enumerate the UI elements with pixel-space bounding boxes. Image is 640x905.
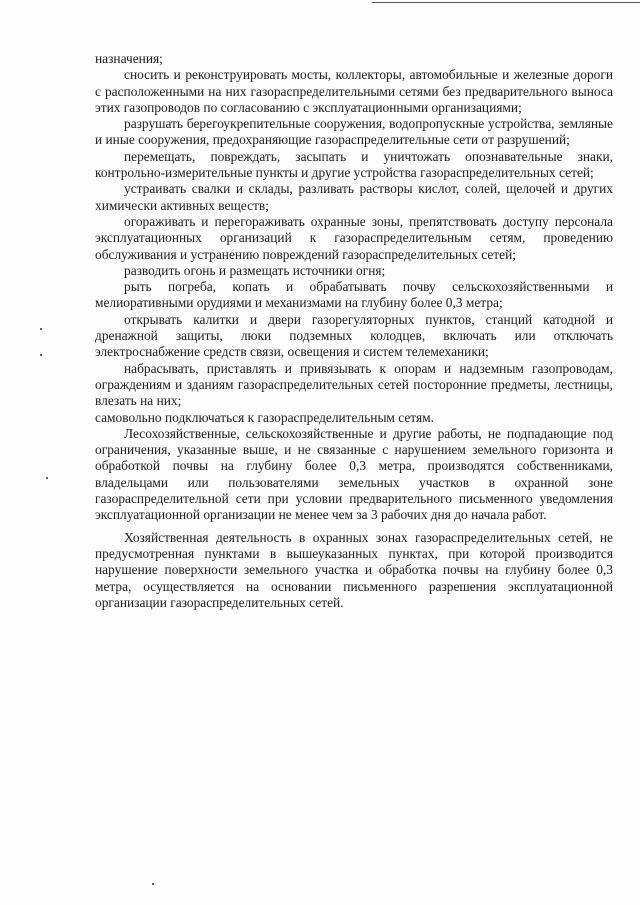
document-body [95, 51, 613, 611]
paragraph-digging: рыть погреба, копать и обрабатывать почву сельскохозяйственными и мелиоративными орудиями и механизмами на глубину более 0,3 метра; [95, 279, 613, 311]
paragraph-attaching-objects: набрасывать, приставлять и привязывать к опорам и надземным газопроводам, ограждениям и зданиям газораспределительных сетей посторонние предметы, лестницы, влезать на них; [95, 360, 613, 409]
scan-top-edge-line [372, 2, 640, 3]
paragraph-unauthorized-connection: самовольно подключаться к газораспределительным сетям. [95, 409, 434, 425]
paragraph-bridges-roads: сносить и реконструировать мосты, коллекторы, автомобильные и железные дороги с расположенными на них газораспределительными сетями без предварительного выноса этих газопроводов по согласованию с эксплуатационными организациями; [95, 67, 613, 115]
paragraph-fencing-zones: огораживать и перегораживать охранные зоны, препятствовать доступу персонала эксплуатационных организаций к газораспределительным сетям, проведению обслуживания и устранению повреждений газораспределительных сетей; [95, 213, 613, 262]
paragraph-continuation: назначения; [95, 51, 163, 66]
paragraph-forestry-works: Лесохозяйственные, сельскохозяйственные и другие работы, не подпадающие под ограничения, указанные выше, и не связанные с нарушением земельного горизонта и обработкой почвы на глубину более 0,3 метра, производятся собственниками, владельцами или пользователями земельных участков в охранной зоне газораспределительной сети при условии предварительного письменного уведомления эксплуатационной организации не менее чем за 3 рабочих дня до начала работ. [95, 425, 613, 523]
scan-speck [40, 328, 42, 330]
paragraph-economic-activity: Хозяйственная деятельность в охранных зонах газораспределительных сетей, не предусмотренная пунктами в вышеуказанных пунктах, при которой производится нарушение поверхности земельного участка и обработка почвы на глубину более 0,3 метра, осуществляется на основании письменного разрешения эксплуатационной организации газораспределительных сетей. [95, 529, 613, 610]
paragraph-bank-protection: разрушать берегоукрепительные сооружения, водопропускные устройства, земляные и иные сооружения, предохраняющие газораспределительные сети от разрушений; [95, 116, 613, 148]
paragraph-opening-gates: открывать калитки и двери газорегуляторных пунктов, станций катодной и дренажной защиты, люки подземных колодцев, включать или отключать электроснабжение средств связи, освещения и систем телемеханики; [95, 311, 613, 360]
paragraph-dumps-warehouses: устраивать свалки и склады, разливать растворы кислот, солей, щелочей и других химически активных веществ; [95, 181, 613, 213]
scan-speck [152, 883, 154, 885]
scan-speck [46, 477, 48, 479]
paragraph-identification-signs: перемещать, повреждать, засыпать и уничтожать опознавательные знаки, контрольно-измерительные пункты и другие устройства газораспределительных сетей; [95, 148, 613, 181]
scan-speck [40, 354, 42, 356]
paragraph-fire: разводить огонь и размещать источники огня; [124, 262, 386, 278]
